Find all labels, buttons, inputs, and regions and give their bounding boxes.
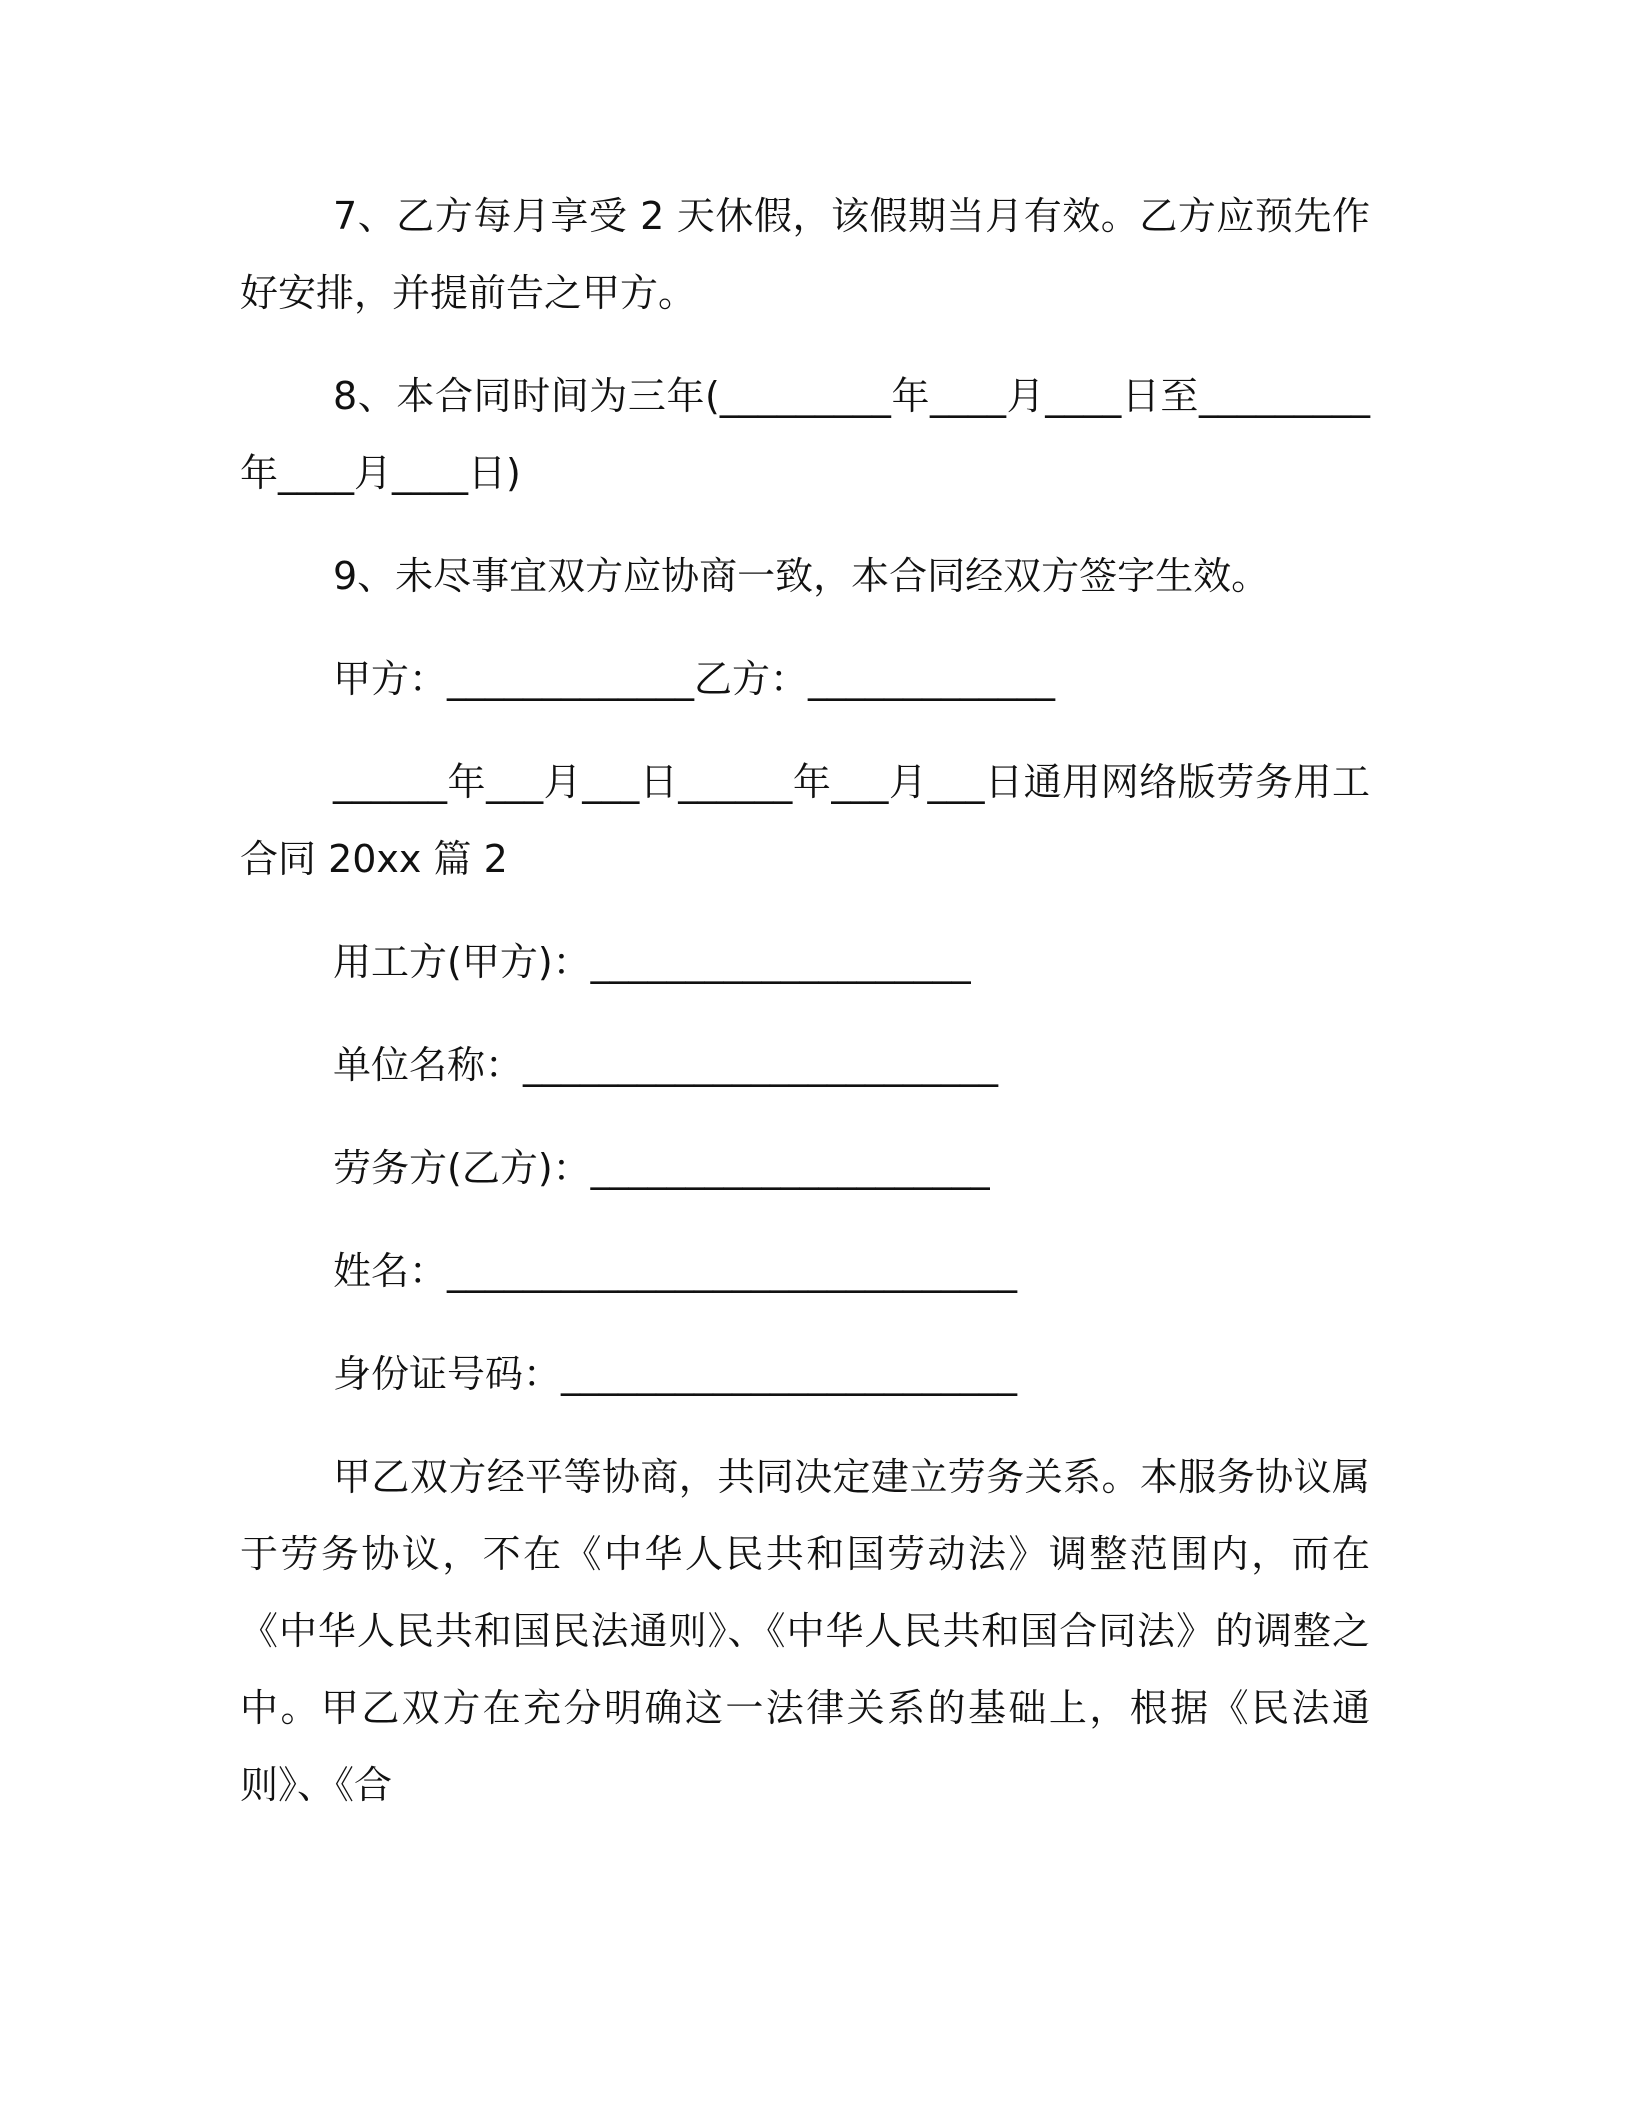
employer-field: 用工方(甲方)：____________________ — [333, 940, 971, 984]
clause-7: 7、乙方每月享受 2 天休假，该假期当月有效。乙方应预先作好安排，并提前告之甲方。 — [240, 194, 1370, 315]
worker-field: 劳务方(乙方)：_____________________ — [333, 1146, 990, 1190]
company-name-field: 单位名称：_________________________ — [333, 1043, 999, 1087]
clause-8-contract-term: 8、本合同时间为三年(_________年____月____日至_________年____月____日) — [240, 374, 1370, 495]
preamble-paragraph: 甲乙双方经平等协商，共同决定建立劳务关系。本服务协议属于劳务协议，不在《中华人民共和国劳动法》调整范围内，而在《中华人民共和国民法通则》、《中华人民共和国合同法》的调整之中。甲乙双方在充分明确这一法律关系的基础上，根据《民法通则》、《合 — [240, 1455, 1370, 1807]
id-number-field: 身份证号码：________________________ — [333, 1352, 1018, 1396]
signature-line: 甲方：_____________乙方：_____________ — [333, 657, 1056, 701]
clause-9: 9、未尽事宜双方应协商一致，本合同经双方签字生效。 — [333, 554, 1270, 598]
date-line-and-title: ______年___月___日______年___月___日通用网络版劳务用工合同 20xx 篇 2 — [240, 760, 1370, 881]
document-page — [240, 178, 1370, 1850]
name-field: 姓名：______________________________ — [333, 1249, 1018, 1293]
